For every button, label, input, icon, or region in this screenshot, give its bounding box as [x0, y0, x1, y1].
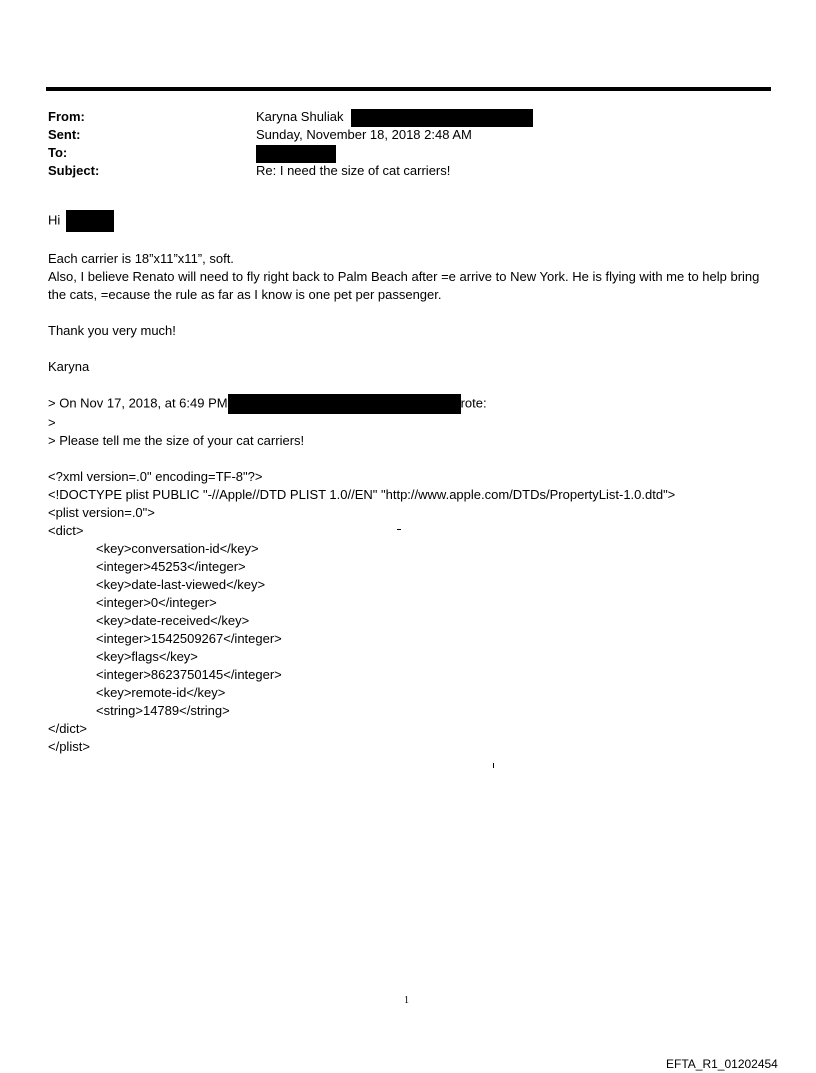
quote-prefix: > On Nov 17, 2018, at 6:49 PM — [48, 395, 228, 411]
plist-entry: <string>14789</string> — [96, 703, 230, 718]
to-label: To: — [48, 145, 68, 160]
stray-mark — [397, 529, 401, 530]
subject-value: Re: I need the size of cat carriers! — [256, 163, 451, 178]
greeting-line — [48, 210, 768, 232]
sent-value: Sunday, November 18, 2018 2:48 AM — [256, 127, 472, 142]
plist-close: </plist> — [48, 739, 90, 754]
redaction-box — [228, 394, 461, 414]
plist-entry: <key>date-last-viewed</key> — [96, 577, 266, 592]
plist-entry: <key>remote-id</key> — [96, 685, 226, 700]
from-value: Karyna Shuliak — [256, 109, 344, 124]
signature: Karyna — [48, 359, 90, 374]
header-rule — [46, 87, 771, 91]
plist-entry: <key>date-received</key> — [96, 613, 250, 628]
stray-mark — [493, 763, 494, 768]
doctype-line: <!DOCTYPE plist PUBLIC "-//Apple//DTD PLIST 1.0//EN" "http://www.apple.com/DTDs/PropertyList-1.0.dtd"> — [48, 487, 676, 502]
plist-entry: <integer>45253</integer> — [96, 559, 246, 574]
redaction-box — [256, 145, 336, 163]
page-number: 1 — [404, 995, 409, 1006]
plist-entry: <integer>1542509267</integer> — [96, 631, 282, 646]
quote-header — [48, 394, 768, 414]
quote-text: > Please tell me the size of your cat carriers! — [48, 433, 305, 448]
greeting: Hi — [48, 212, 61, 228]
travel-paragraph: Also, I believe Renato will need to fly right back to Palm Beach after =e arrive to New York. He is flying with me to help bring the cats, =ecause the rule as far as I know is one pet per passenger. — [48, 269, 760, 302]
redaction-box — [66, 210, 114, 232]
plist-entry: <integer>8623750145</integer> — [96, 667, 282, 682]
dict-open: <dict> — [48, 523, 84, 538]
carrier-size-line: Each carrier is 18”x11”x11”, soft. — [48, 251, 234, 266]
bates-number: EFTA_R1_01202454 — [666, 1057, 778, 1071]
thanks-line: Thank you very much! — [48, 323, 176, 338]
plist-entry: <integer>0</integer> — [96, 595, 217, 610]
from-label: From: — [48, 109, 85, 124]
plist-entry: <key>conversation-id</key> — [96, 541, 259, 556]
email-body — [48, 210, 768, 756]
redaction-box — [351, 109, 533, 127]
quote-suffix: rote: — [460, 395, 487, 411]
sent-label: Sent: — [48, 127, 81, 142]
plist-open: <plist version=.0"> — [48, 505, 155, 520]
subject-label: Subject: — [48, 163, 100, 178]
xml-declaration: <?xml version=.0" encoding=TF-8"?> — [48, 469, 263, 484]
quote-blank: > — [48, 415, 56, 430]
dict-close: </dict> — [48, 721, 88, 736]
plist-entry: <key>flags</key> — [96, 649, 198, 664]
